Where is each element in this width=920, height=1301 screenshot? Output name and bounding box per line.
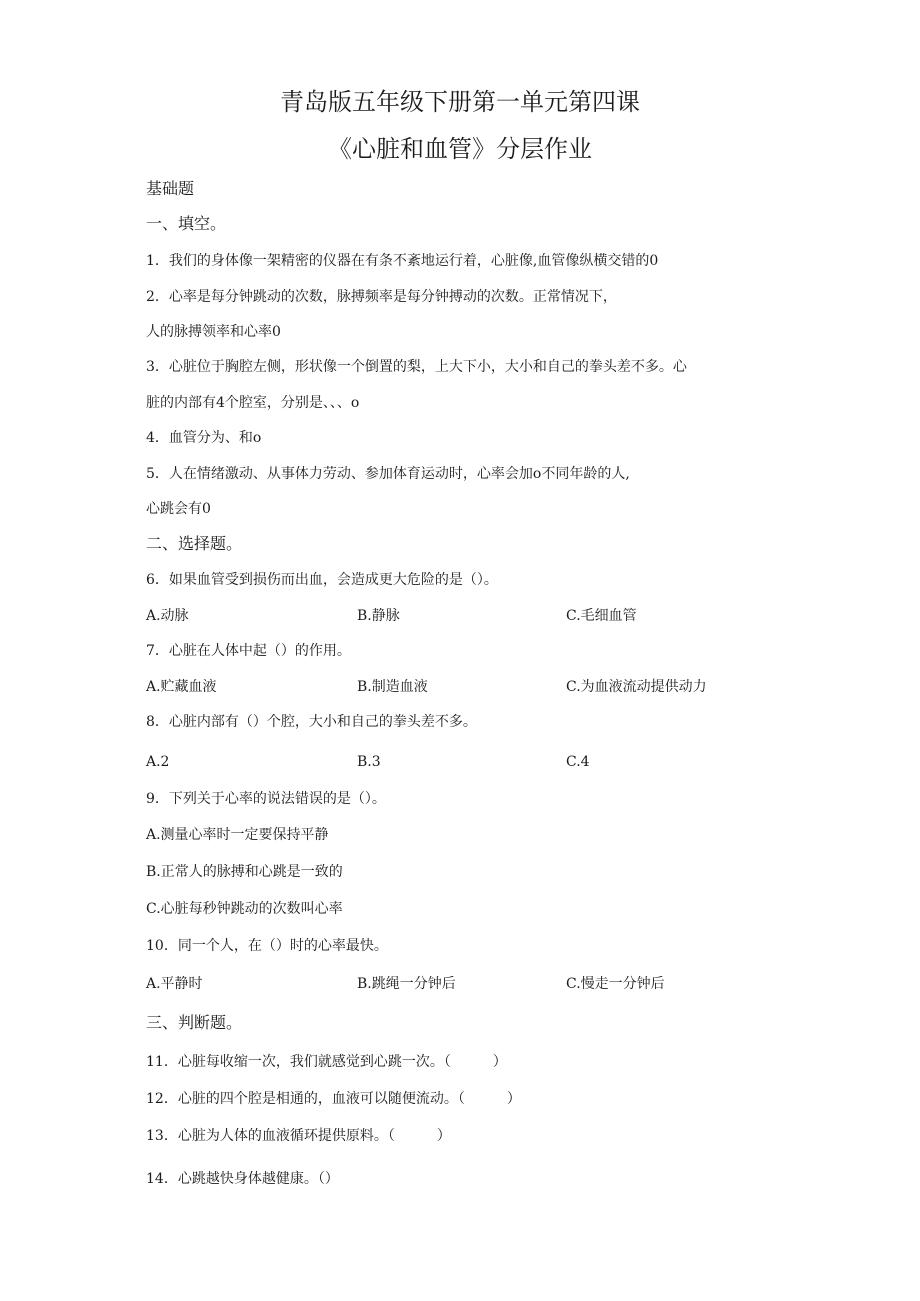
- question-8-option-c: C.4: [566, 754, 590, 770]
- question-9: 9．下列关于心率的说法错误的是（）。: [146, 791, 386, 807]
- question-2-line-2: 人的脉搏领率和心率0: [146, 324, 281, 340]
- question-7-option-c: C.为血液流动提供动力: [566, 679, 707, 695]
- question-13: 13．心脏为人体的血液循环提供原料。（ ）: [146, 1128, 451, 1144]
- question-9-option-c: C.心脏每秒钟跳动的次数叫心率: [146, 901, 343, 917]
- section-heading-choice: 二、选择题。: [146, 534, 243, 553]
- question-8-option-b: B.3: [357, 754, 381, 770]
- question-5-line-1: 5．人在情绪激动、从事体力劳动、参加体育运动时，心率会加o不同年龄的人,: [146, 466, 630, 482]
- question-6: 6．如果血管受到损伤而出血，会造成更大危险的是（）。: [146, 572, 498, 588]
- question-1: 1．我们的身体像一架精密的仪器在有条不紊地运行着，心脏像,血管像纵横交错的0: [146, 253, 659, 269]
- question-2-line-1: 2．心率是每分钟跳动的次数，脉搏频率是每分钟搏动的次数。正常情况下，: [146, 289, 617, 305]
- question-6-option-c: C.毛细血管: [566, 608, 637, 624]
- question-10-option-b: B.跳绳一分钟后: [357, 976, 456, 992]
- question-8: 8．心脏内部有（）个腔，大小和自己的拳头差不多。: [146, 714, 477, 730]
- question-3-line-1: 3．心脏位于胸腔左侧，形状像一个倒置的梨，上大下小，大小和自己的拳头差不多。心: [146, 359, 687, 375]
- section-heading-fill: 一、填空。: [146, 214, 227, 233]
- question-3-line-2: 脏的内部有4个腔室，分别是、、、o: [146, 395, 360, 411]
- question-10-option-a: A.平静时: [146, 976, 203, 992]
- question-10: 10．同一个人，在（）时的心率最快。: [146, 938, 388, 954]
- question-4: 4．血管分为、和o: [146, 430, 262, 446]
- question-7-option-b: B.制造血液: [357, 679, 428, 695]
- question-11: 11．心脏每收缩一次，我们就感觉到心跳一次。（ ）: [146, 1054, 507, 1070]
- question-7-option-a: A.贮藏血液: [146, 679, 217, 695]
- question-5-line-2: 心跳会有0: [146, 501, 211, 517]
- question-6-option-b: B.静脉: [357, 608, 400, 624]
- title-line-1: 青岛版五年级下册第一单元第四课: [280, 88, 640, 116]
- question-9-option-b: B.正常人的脉搏和心跳是一致的: [146, 864, 343, 880]
- question-14: 14．心跳越快身体越健康。（）: [146, 1171, 339, 1187]
- question-6-option-a: A.动脉: [146, 608, 189, 624]
- level-label: 基础题: [146, 179, 195, 198]
- section-heading-judge: 三、判断题。: [146, 1013, 243, 1032]
- question-12: 12．心脏的四个腔是相通的，血液可以随便流动。（ ）: [146, 1091, 521, 1107]
- question-7: 7．心脏在人体中起（）的作用。: [146, 643, 351, 659]
- question-8-option-a: A.2: [146, 754, 170, 770]
- title-line-2: 《心脏和血管》分层作业: [328, 135, 592, 163]
- question-9-option-a: A.测量心率时一定要保持平静: [146, 827, 329, 843]
- question-10-option-c: C.慢走一分钟后: [566, 976, 665, 992]
